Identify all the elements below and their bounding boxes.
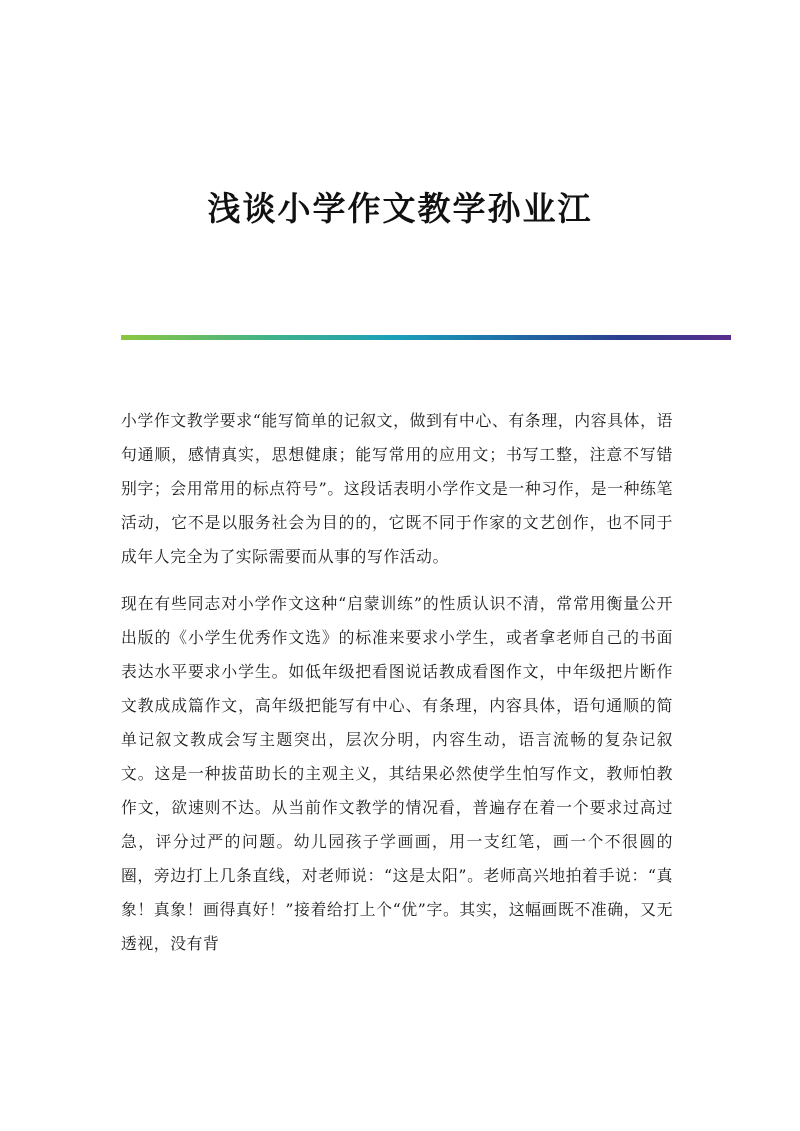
document-title: 浅谈小学作文教学孙业江 [207, 189, 593, 228]
title-divider [121, 335, 731, 340]
document-body [121, 404, 673, 974]
paragraph-2: 现在有些同志对小学作文这种“启蒙训练”的性质认识不清，常常用衡量公开出版的《小学生优秀作文选》的标准来要求小学生，或者拿老师自己的书面表达水平要求小学生。如低年级把看图说话教成看图作文，中年级把片断作文教成成篇作文，高年级把能写有中心、有条理，内容具体，语句通顺的简单记叙文教成会写主题突出，层次分明，内容生动，语言流畅的复杂记叙文。这是一种拔苗助长的主观主义，其结果必然使学生怕写作文，教师怕教作文，欲速则不达。从当前作文教学的情况看，普遍存在着一个要求过高过急，评分过严的问题。幼儿园孩子学画画，用一支红笔，画一个不很圆的圈，旁边打上几条直线，对老师说：“这是太阳”。老师高兴地拍着手说：“真象！真象！画得真好！”接着给打上个“优”字。其实，这幅画既不准确，又无透视，没有背 [121, 594, 673, 953]
paragraph-1: 小学作文教学要求“能写简单的记叙文，做到有中心、有条理，内容具体，语句通顺，感情真实，思想健康；能写常用的应用文；书写工整，注意不写错别字；会用常用的标点符号”。这段话表明小学作文是一种习作，是一种练笔活动，它不是以服务社会为目的的，它既不同于作家的文艺创作，也不同于成年人完全为了实际需要而从事的写作活动。 [121, 411, 673, 566]
